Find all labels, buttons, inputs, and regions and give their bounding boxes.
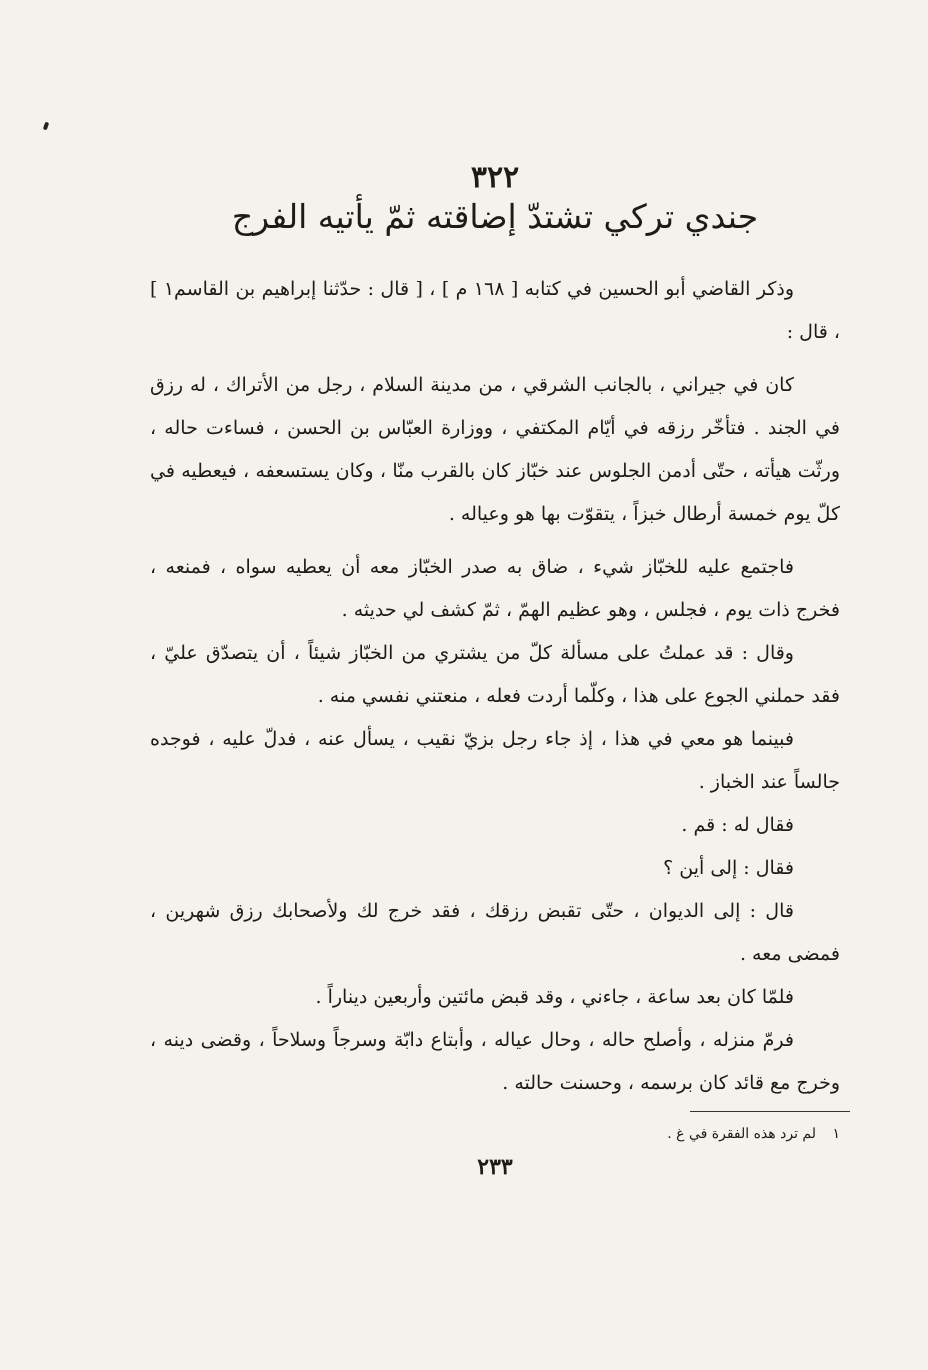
book-page [150, 160, 840, 1180]
paragraph-intro: وذكر القاضي أبو الحسين في كتابه [ ١٦٨ م ] ، [ قال : حدّثنا إبراهيم بن القاسم١ ] ، قال : [150, 278, 840, 343]
story-body [150, 268, 840, 1105]
paragraph-diwan: قال : إلى الديوان ، حتّى تقبض رزقك ، فقد خرج لك ولأصحابك رزق شهرين ، فمضى معه . [150, 900, 840, 965]
ink-speck [43, 122, 49, 131]
footnote-divider [690, 1111, 850, 1112]
paragraph-where-to: فقال : إلى أين ؟ [663, 857, 794, 879]
paragraph-get-up: فقال له : قم . [681, 814, 794, 836]
page-number: ٢٣٣ [477, 1154, 513, 1180]
story-number: ٣٢٢ [470, 160, 520, 195]
paragraph-officer-arrives: فبينما هو معي في هذا ، إذ جاء رجل بزيّ نقيب ، يسأل عنه ، فدلّ عليه ، فوجده جالساً عند الخباز . [150, 728, 840, 793]
footnote-number: ١ [832, 1126, 840, 1142]
footnote-text: لم ترد هذه الفقرة في غ . [667, 1126, 817, 1142]
paragraph-baker-debt: فاجتمع عليه للخبّاز شيء ، ضاق به صدر الخبّاز معه أن يعطيه سواه ، فمنعه ، فخرج ذات يوم ، فجلس ، وهو عظيم الهمّ ، ثمّ كشف لي حديثه . [150, 556, 840, 621]
paragraph-relief: فرمّ منزله ، وأصلح حاله ، وحال عياله ، وأبتاع دابّة وسرجاً وسلاحاً ، وقضى دينه ، وخرج مع قائد كان برسمه ، وحسنت حالته . [150, 1029, 840, 1094]
story-title: جندي تركي تشتدّ إضاقته ثمّ يأتيه الفرج [231, 197, 759, 236]
footnote [150, 1124, 840, 1144]
paragraph-begging: وقال : قد عملتُ على مسألة كلّ من يشتري من الخبّاز شيئاً ، أن يتصدّق عليّ ، فقد حملني الجوع على هذا ، وكلّما أردت فعله ، منعتني نفسي منه . [150, 642, 840, 707]
paragraph-neighbor: كان في جيراني ، بالجانب الشرقي ، من مدينة السلام ، رجل من الأتراك ، له رزق في الجند . فتأخّر رزقه في أيّام المكتفي ، ووزارة العبّاس بن الحسن ، فساءت حاله ، ورثّت هيأته ، حتّى أدمن الجلوس عند خبّاز كان بالقرب منّا ، وكان يستسعفه ، فيعطيه في كلّ يوم خمسة أرطال خبزاً ، يتقوّت بها هو وعياله . [150, 374, 840, 525]
paragraph-payment: فلمّا كان بعد ساعة ، جاءني ، وقد قبض مائتين وأربعين ديناراً . [315, 986, 794, 1008]
